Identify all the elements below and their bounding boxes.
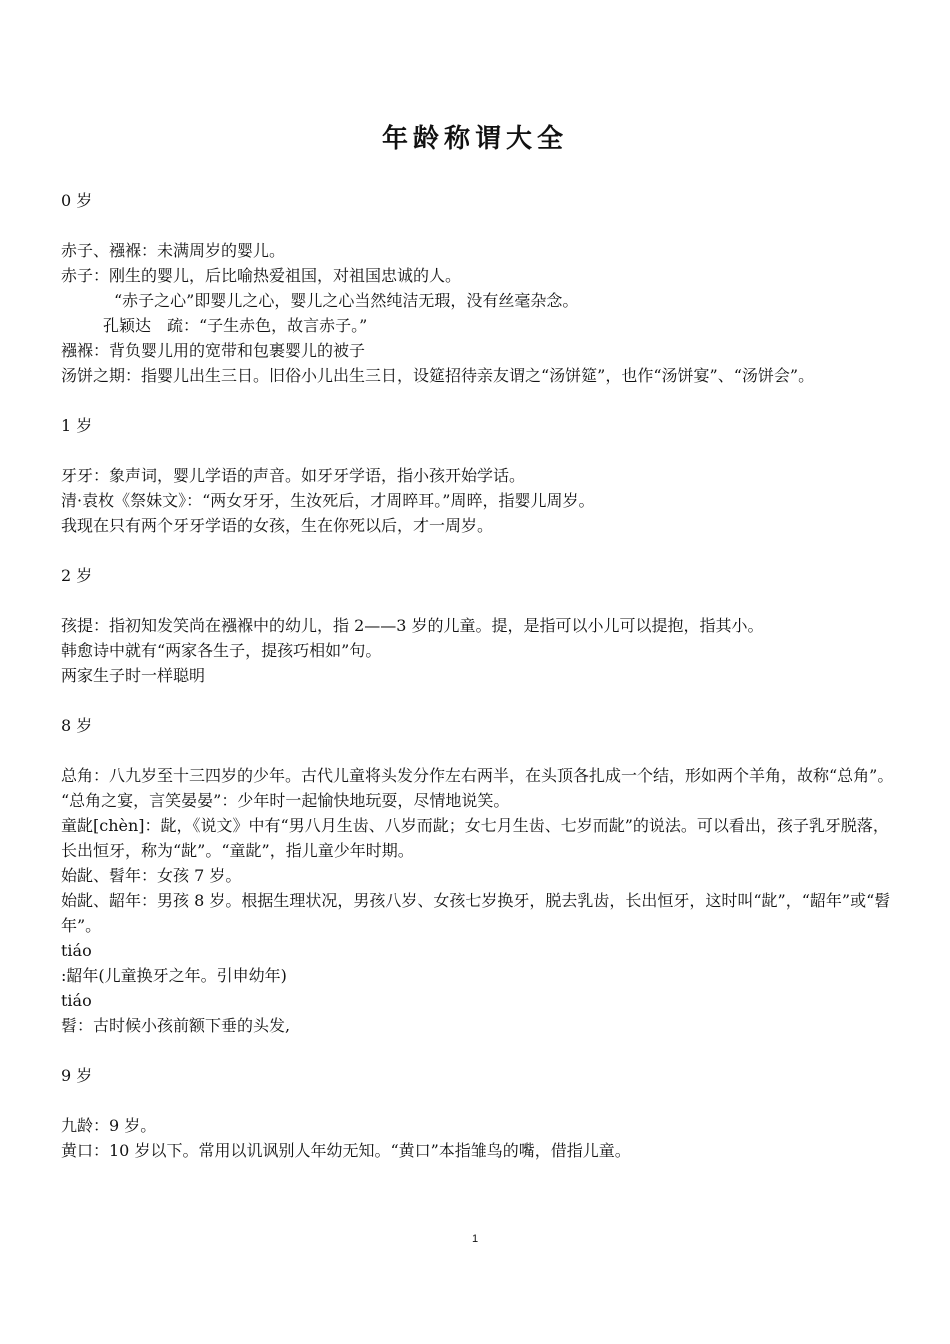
paragraph-line: 清·袁枚《祭妹文》：“两女牙牙，生汝死后，才周晬耳。”周晬，指婴儿周岁。 — [61, 491, 595, 510]
paragraph-line: 始龀、龆年：男孩 8 岁。根据生理状况，男孩八岁、女孩七岁换牙，脱去乳齿，长出恒牙，这时叫“龀”，“龆年”或“髫年”。 — [61, 891, 891, 935]
paragraph-line: 九龄：9 岁。 — [61, 1116, 157, 1135]
spacer — [61, 688, 901, 713]
paragraph-line: 牙牙：象声词，婴儿学语的声音。如牙牙学语，指小孩开始学话。 — [61, 466, 526, 485]
paragraph-line: 孔颖达 疏：“子生赤色，故言赤子。” — [103, 316, 368, 335]
spacer — [61, 538, 901, 563]
paragraph-line: 我现在只有两个牙牙学语的女孩，生在你死以后，才一周岁。 — [61, 516, 494, 535]
section-heading-2: 2 岁 — [61, 566, 93, 585]
paragraph-line: :龆年(儿童换牙之年。引申幼年) — [61, 966, 287, 985]
paragraph-line: 赤子：刚生的婴儿，后比喻热爱祖国，对祖国忠诚的人。 — [61, 266, 462, 285]
page-title: 年龄称谓大全 — [381, 124, 568, 154]
paragraph-line: 始龀、髫年：女孩 7 岁。 — [61, 866, 242, 885]
page-number: 1 — [471, 1233, 479, 1245]
pinyin-line: tiáo — [61, 941, 92, 960]
section-heading-0: 0 岁 — [61, 191, 93, 210]
paragraph-line: 黄口：10 岁以下。常用以讥讽别人年幼无知。“黄口”本指雏鸟的嘴，借指儿童。 — [61, 1141, 631, 1160]
paragraph-line: 髫：古时候小孩前额下垂的头发, — [61, 1016, 291, 1035]
paragraph-line: 韩愈诗中就有“两家各生子，提孩巧相如”句。 — [61, 641, 382, 660]
section-heading-8: 8 岁 — [61, 716, 93, 735]
pinyin-line: tiáo — [61, 991, 92, 1010]
spacer — [61, 213, 901, 238]
spacer — [61, 1038, 901, 1063]
paragraph-line: 汤饼之期：指婴儿出生三日。旧俗小儿出生三日，设筵招待亲友谓之“汤饼筵”，也作“汤饼宴”、“汤饼会”。 — [61, 366, 815, 385]
section-heading-1: 1 岁 — [61, 416, 93, 435]
spacer — [61, 388, 901, 413]
paragraph-line: 赤子、襁褓：未满周岁的婴儿。 — [61, 241, 286, 260]
paragraph-line: “总角之宴，言笑晏晏”：少年时一起愉快地玩耍，尽情地说笑。 — [61, 791, 510, 810]
paragraph-line: 襁褓：背负婴儿用的宽带和包裹婴儿的被子 — [61, 341, 366, 360]
spacer — [61, 438, 901, 463]
spacer — [61, 738, 901, 763]
paragraph-line: 童龀[chèn]：龀，《说文》中有“男八月生齿、八岁而龀；女七月生齿、七岁而龀”的说法。可以看出，孩子乳牙脱落，长出恒牙，称为“龀”。“童龀”，指儿童少年时期。 — [61, 816, 889, 860]
spacer — [61, 588, 901, 613]
paragraph-line: 总角：八九岁至十三四岁的少年。古代儿童将头发分作左右两半，在头顶各扎成一个结，形如两个羊角，故称“总角”。 — [61, 766, 894, 785]
paragraph-line: “赤子之心”即婴儿之心，婴儿之心当然纯洁无瑕，没有丝毫杂念。 — [114, 291, 579, 310]
section-heading-9: 9 岁 — [61, 1066, 93, 1085]
document-body — [61, 188, 901, 1163]
paragraph-line: 孩提：指初知发笑尚在襁褓中的幼儿，指 2——3 岁的儿童。提，是指可以小儿可以提抱，指其小。 — [61, 616, 764, 635]
paragraph-line: 两家生子时一样聪明 — [61, 666, 206, 685]
spacer — [61, 1088, 901, 1113]
